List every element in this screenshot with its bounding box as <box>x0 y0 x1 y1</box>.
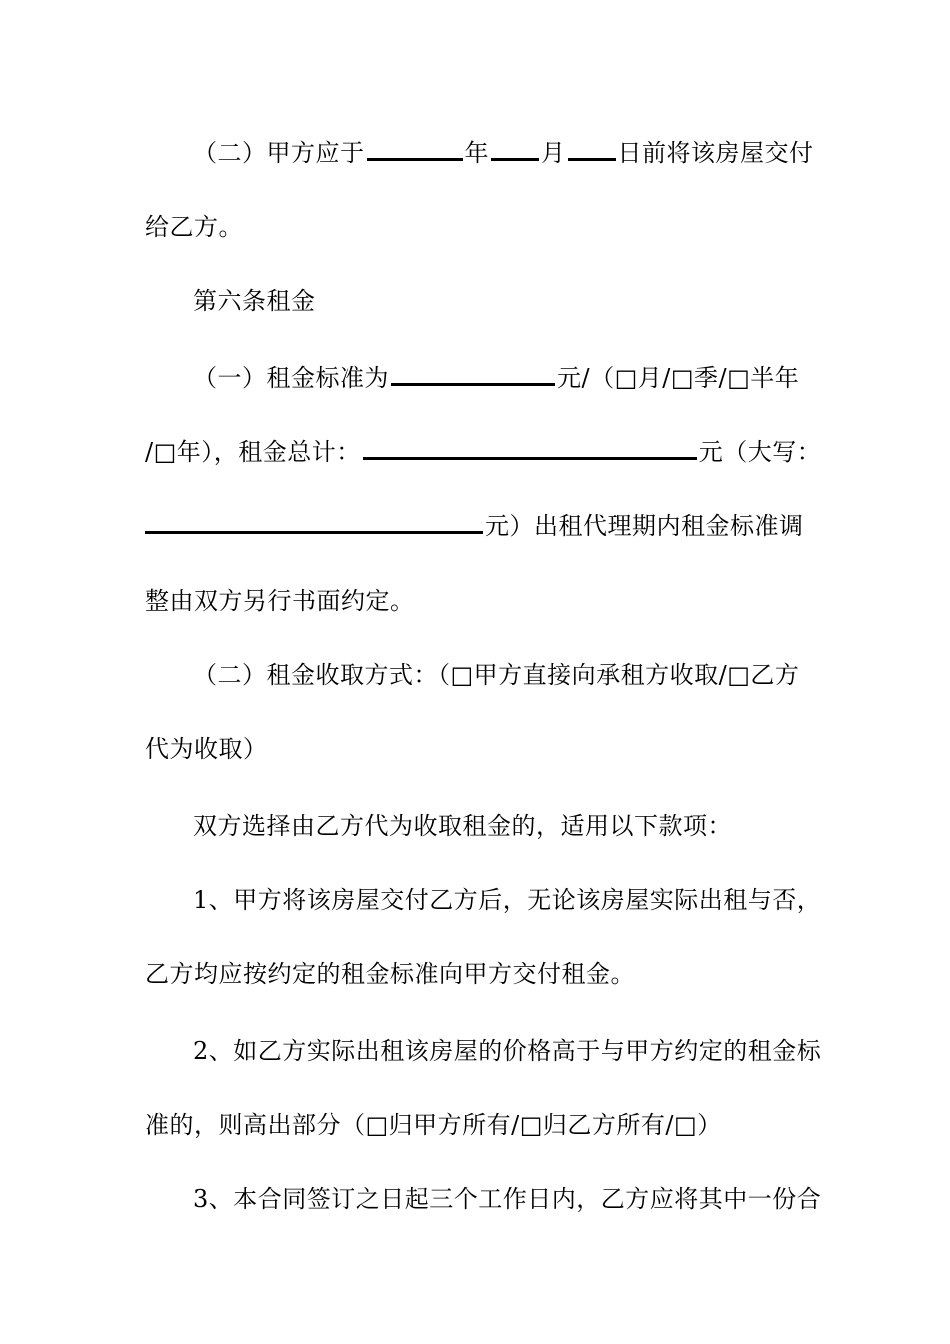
paragraph-continuation: 准的，则高出部分（□归甲方所有/□归乙方所有/□） <box>145 1111 722 1139</box>
text-segment: 元（大写： <box>698 438 822 466</box>
text-segment: 年 <box>464 139 489 167</box>
text-segment: 月 <box>541 139 566 167</box>
paragraph-terms-intro: 双方选择由乙方代为收取租金的，适用以下款项： <box>193 812 732 840</box>
paragraph-item-1: 1、甲方将该房屋交付乙方后，无论该房屋实际出租与否， <box>193 886 822 914</box>
text-segment: （一）租金标准为 <box>193 364 389 392</box>
paragraph-item-3: 3、本合同签订之日起三个工作日内，乙方应将其中一份合 <box>193 1185 822 1213</box>
text-segment: 元）出租代理期内租金标准调 <box>485 512 804 540</box>
blank-rent-total <box>363 439 697 460</box>
text-segment: /□年），租金总计： <box>145 438 361 466</box>
paragraph-continuation: 给乙方。 <box>145 213 243 241</box>
paragraph-rent-capital <box>145 510 825 542</box>
paragraph-continuation: 乙方均应按约定的租金标准向甲方交付租金。 <box>145 960 635 988</box>
paragraph-item-2: 2、如乙方实际出租该房屋的价格高于与甲方约定的租金标 <box>193 1037 822 1065</box>
text-segment: （二）甲方应于 <box>193 139 365 167</box>
paragraph-rent-standard <box>145 362 873 394</box>
section-heading-rent: 第六条租金 <box>193 287 316 315</box>
blank-rent-amount <box>391 365 555 386</box>
blank-rent-capital <box>145 513 483 534</box>
text-segment: 日前将该房屋交付 <box>617 139 814 167</box>
blank-day <box>568 140 616 161</box>
blank-month <box>491 140 539 161</box>
paragraph-continuation: 整由双方另行书面约定。 <box>145 587 415 615</box>
blank-year <box>367 140 463 161</box>
paragraph-delivery-date <box>145 137 873 169</box>
paragraph-continuation: 代为收取） <box>145 735 268 763</box>
paragraph-rent-total <box>145 436 825 468</box>
text-segment: 元/（□月/□季/□半年 <box>557 364 800 392</box>
paragraph-collection-method: （二）租金收取方式：（□甲方直接向承租方收取/□乙方 <box>193 661 800 689</box>
